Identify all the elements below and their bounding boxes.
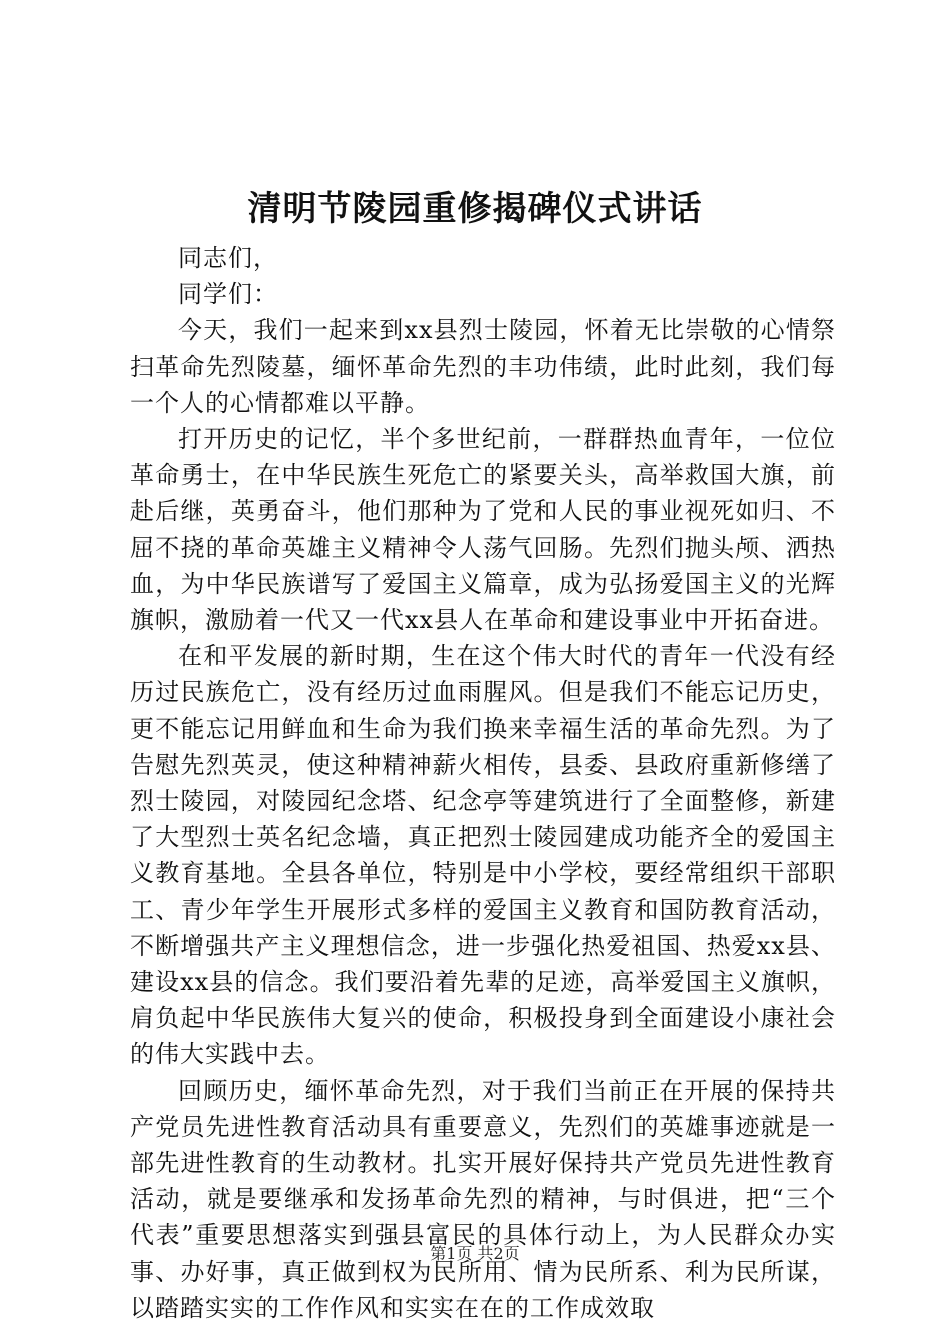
paragraph-4: 回顾历史，缅怀革命先烈，对于我们当前正在开展的保持共产党员先进性教育活动具有重要意义，先烈们的英雄事迹就是一部先进性教育的生动教材。扎实开展好保持共产党员先进性教育活动，就是要继承和发扬革命先烈的精神，与时俱进，把“三个代表”重要思想落实到强县富民的具体行动上，为人民群众办实事、办好事，真正做到权为民所用、情为民所系、利为民所谋，以踏踏实实的工作作风和实实在在的工作成效取 [130,1076,836,1322]
document-title: 清明节陵园重修揭碑仪式讲话 [247,189,703,229]
salutation-comrades: 同志们， [178,244,278,272]
paragraph-2: 打开历史的记忆，半个多世纪前，一群群热血青年，一位位革命勇士，在中华民族生死危亡的紧要关头，高举救国大旗，前赴后继，英勇奋斗，他们那种为了党和人民的事业视死如归、不屈不挠的革命英雄主义精神令人荡气回肠。先烈们抛头颅、洒热血，为中华民族谱写了爱国主义篇章，成为弘扬爱国主义的光辉旗帜，激励着一代又一代xx县人在革命和建设事业中开拓奋进。 [130,425,836,635]
paragraph-1: 今天，我们一起来到xx县烈士陵园，怀着无比崇敬的心情祭扫革命先烈陵墓，缅怀革命先烈的丰功伟绩，此时此刻，我们每一个人的心情都难以平静。 [130,316,836,417]
document-body [130,240,836,1326]
page-footer: 第1页 共2页 [430,1244,520,1263]
paragraph-3: 在和平发展的新时期，生在这个伟大时代的青年一代没有经历过民族危亡，没有经历过血雨腥风。但是我们不能忘记历史，更不能忘记用鲜血和生命为我们换来幸福生活的革命先烈。为了告慰先烈英灵，使这种精神薪火相传，县委、县政府重新修缮了烈士陵园，对陵园纪念塔、纪念亭等建筑进行了全面整修，新建了大型烈士英名纪念墙，真正把烈士陵园建成功能齐全的爱国主义教育基地。全县各单位，特别是中小学校，要经常组织干部职工、青少年学生开展形式多样的爱国主义教育和国防教育活动，不断增强共产主义理想信念，进一步强化热爱祖国、热爱xx县、建设xx县的信念。我们要沿着先辈的足迹，高举爱国主义旗帜，肩负起中华民族伟大复兴的使命，积极投身到全面建设小康社会的伟大实践中去。 [130,642,836,1069]
salutation-students: 同学们： [178,280,278,309]
